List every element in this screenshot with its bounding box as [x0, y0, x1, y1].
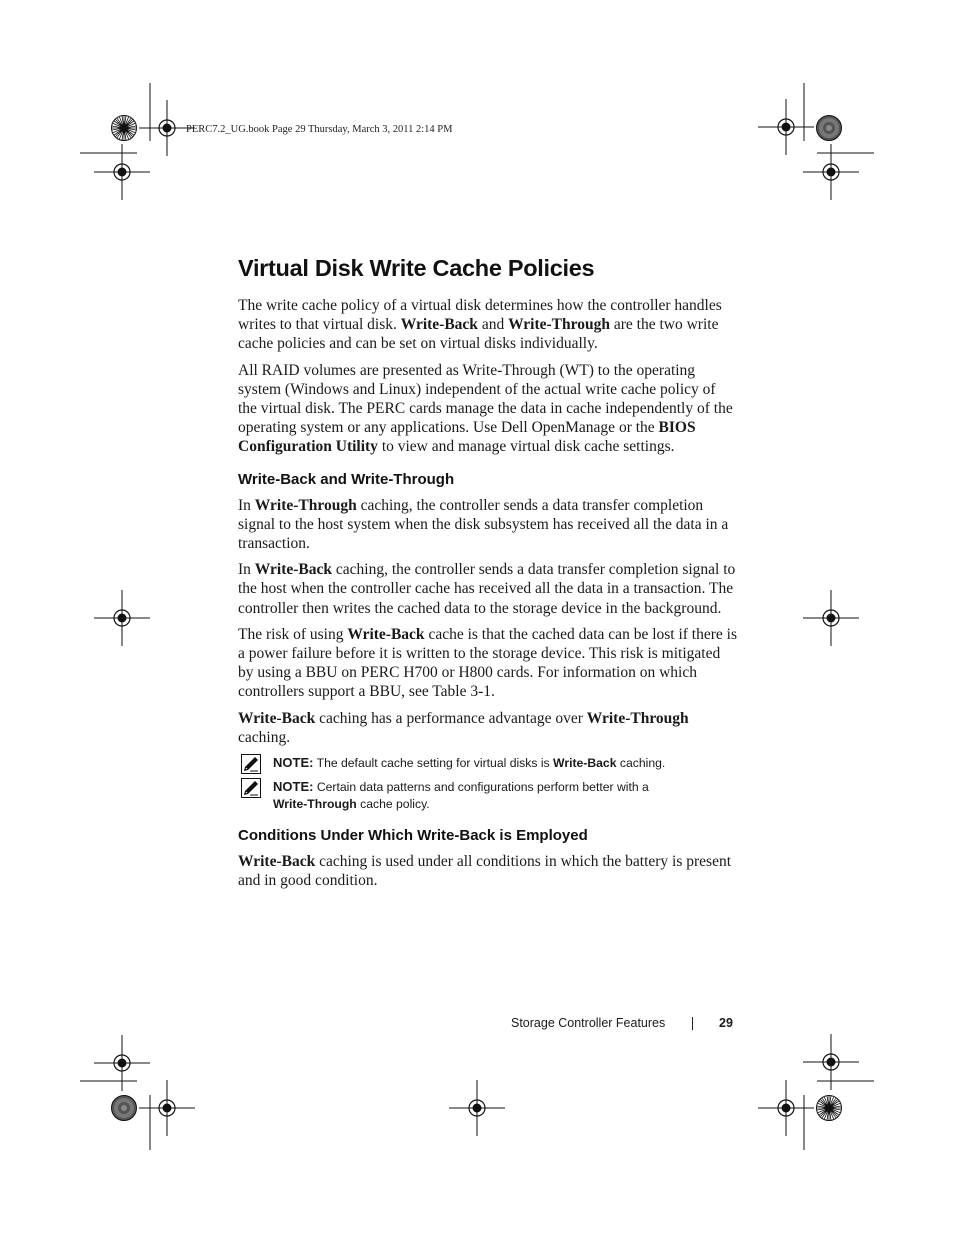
- intro-paragraph-2: All RAID volumes are presented as Write-Through (WT) to the operating system (Windows and Linux) independent of the actual write cache policy of the virtual disk. The PERC cards manage the data in cache independently of the operating system or any applications. Use Dell OpenManage or the BIOS Configuration Utility to view and manage virtual disk cache settings.: [238, 361, 733, 456]
- performance-paragraph: Write-Back caching has a performance advantage over Write-Through caching.: [238, 709, 689, 746]
- footer-section-title: Storage Controller Features: [511, 1016, 666, 1030]
- page-title: Virtual Disk Write Cache Policies: [238, 255, 595, 281]
- note-default-cache: NOTE: The default cache setting for virtual disks is Write-Back caching.: [238, 754, 738, 772]
- pencil-note-icon: [241, 778, 261, 798]
- intro-paragraph-1: The write cache policy of a virtual disk determines how the controller handles writes to that virtual disk. Write-Back and Write-Through are the two write cache policies and can be set on virtual disks individually.: [238, 297, 722, 353]
- footer-divider: [692, 1017, 693, 1030]
- print-slug: PERC7.2_UG.book Page 29 Thursday, March 3, 2011 2:14 PM: [186, 124, 453, 135]
- conditions-paragraph: Write-Back caching is used under all conditions in which the battery is present and in good condition.: [238, 853, 732, 890]
- page-number: 29: [719, 1016, 733, 1030]
- write-back-risk-paragraph: The risk of using Write-Back cache is that the cached data can be lost if there is a power failure before it is written to the storage device. This risk is mitigated by using a BBU on PERC H700 or H800 cards. For information on which controllers support a BBU, see Table 3-1.: [238, 625, 737, 701]
- note-write-through-patterns: NOTE: Certain data patterns and configurations perform better with a Write-Through cache policy.: [238, 778, 738, 813]
- section-heading-conditions: Conditions Under Which Write-Back is Employed: [238, 827, 588, 845]
- section-heading-write-back-write-through: Write-Back and Write-Through: [238, 470, 455, 488]
- pencil-note-icon: [241, 754, 261, 774]
- write-back-paragraph: In Write-Back caching, the controller sends a data transfer completion signal to the host when the controller cache has received all the data in a transaction. The controller then writes the cached data to the storage device in the background.: [238, 561, 736, 617]
- page-content: [238, 255, 738, 897]
- write-through-paragraph: In Write-Through caching, the controller sends a data transfer completion signal to the host system when the disk subsystem has received all the data in a transaction.: [238, 496, 729, 553]
